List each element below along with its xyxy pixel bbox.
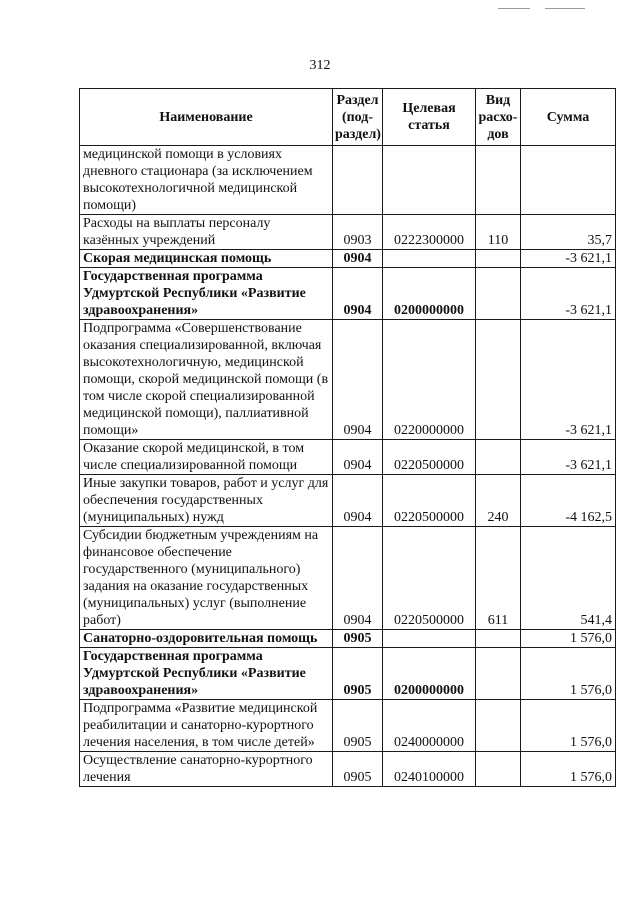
table-row	[80, 648, 616, 700]
row-name: медицинской помощи в условиях дневного стационара (за исключением высокотехнологичной медицинской помощи)	[80, 146, 333, 215]
row-kind	[476, 630, 521, 648]
table-row	[80, 215, 616, 250]
row-sum: 541,4	[521, 527, 616, 630]
row-article: 0222300000	[383, 215, 476, 250]
header-section: Раздел (под-раздел)	[333, 89, 383, 146]
header-kind: Вид расхо-дов	[476, 89, 521, 146]
row-article: 0220500000	[383, 475, 476, 527]
row-name: Государственная программа Удмуртской Республики «Развитие здравоохранения»	[80, 648, 333, 700]
row-section: 0905	[333, 700, 383, 752]
row-kind	[476, 440, 521, 475]
row-name: Расходы на выплаты персоналу казённых учреждений	[80, 215, 333, 250]
table-row	[80, 250, 616, 268]
row-article: 0220500000	[383, 440, 476, 475]
table-row	[80, 630, 616, 648]
row-section	[333, 146, 383, 215]
row-article: 0240100000	[383, 752, 476, 787]
row-section: 0903	[333, 215, 383, 250]
row-kind	[476, 268, 521, 320]
row-sum: -3 621,1	[521, 440, 616, 475]
table-header-row	[80, 89, 616, 146]
row-sum: -3 621,1	[521, 320, 616, 440]
row-section: 0904	[333, 250, 383, 268]
row-sum: -4 162,5	[521, 475, 616, 527]
row-article	[383, 146, 476, 215]
row-kind: 110	[476, 215, 521, 250]
row-sum: -3 621,1	[521, 250, 616, 268]
row-sum: 1 576,0	[521, 752, 616, 787]
scan-artifact	[498, 8, 530, 9]
row-name: Осуществление санаторно-курортного лечения	[80, 752, 333, 787]
row-name: Санаторно-оздоровительная помощь	[80, 630, 333, 648]
table-row	[80, 700, 616, 752]
budget-table	[79, 88, 616, 787]
table-row	[80, 527, 616, 630]
row-section: 0905	[333, 752, 383, 787]
row-article: 0200000000	[383, 268, 476, 320]
row-sum	[521, 146, 616, 215]
table-row	[80, 320, 616, 440]
row-sum: 35,7	[521, 215, 616, 250]
header-article: Целевая статья	[383, 89, 476, 146]
row-name: Государственная программа Удмуртской Республики «Развитие здравоохранения»	[80, 268, 333, 320]
table-row	[80, 146, 616, 215]
row-kind: 611	[476, 527, 521, 630]
row-name: Оказание скорой медицинской, в том числе специализированной помощи	[80, 440, 333, 475]
row-kind	[476, 320, 521, 440]
scan-artifact	[545, 8, 585, 9]
row-sum: 1 576,0	[521, 700, 616, 752]
row-section: 0904	[333, 475, 383, 527]
table-body	[80, 146, 616, 787]
row-kind	[476, 648, 521, 700]
table-row	[80, 268, 616, 320]
row-article: 0220000000	[383, 320, 476, 440]
table-row	[80, 440, 616, 475]
table-row	[80, 475, 616, 527]
row-article: 0240000000	[383, 700, 476, 752]
row-kind: 240	[476, 475, 521, 527]
row-section: 0904	[333, 527, 383, 630]
row-sum: -3 621,1	[521, 268, 616, 320]
row-article	[383, 250, 476, 268]
row-article: 0200000000	[383, 648, 476, 700]
row-section: 0904	[333, 268, 383, 320]
header-sum: Сумма	[521, 89, 616, 146]
row-name: Иные закупки товаров, работ и услуг для обеспечения государственных (муниципальных) нужд	[80, 475, 333, 527]
row-kind	[476, 146, 521, 215]
table-row	[80, 752, 616, 787]
row-sum: 1 576,0	[521, 630, 616, 648]
row-section: 0904	[333, 320, 383, 440]
row-section: 0905	[333, 630, 383, 648]
header-name: Наименование	[80, 89, 333, 146]
row-section: 0904	[333, 440, 383, 475]
row-kind	[476, 250, 521, 268]
row-article: 0220500000	[383, 527, 476, 630]
page-number: 312	[309, 58, 331, 73]
row-name: Подпрограмма «Совершенствование оказания специализированной, включая высокотехнологичную, медицинской помощи, скорой медицинской помощи (в том числе скорой специализированной медицинской помощи), паллиативной помощи»	[80, 320, 333, 440]
row-name: Субсидии бюджетным учреждениям на финансовое обеспечение государственного (муниципального) задания на оказание государственных (муниципальных) услуг (выполнение работ)	[80, 527, 333, 630]
row-kind	[476, 700, 521, 752]
row-section: 0905	[333, 648, 383, 700]
row-kind	[476, 752, 521, 787]
row-sum: 1 576,0	[521, 648, 616, 700]
row-name: Скорая медицинская помощь	[80, 250, 333, 268]
row-article	[383, 630, 476, 648]
row-name: Подпрограмма «Развитие медицинской реабилитации и санаторно-курортного лечения населения, в том числе детей»	[80, 700, 333, 752]
